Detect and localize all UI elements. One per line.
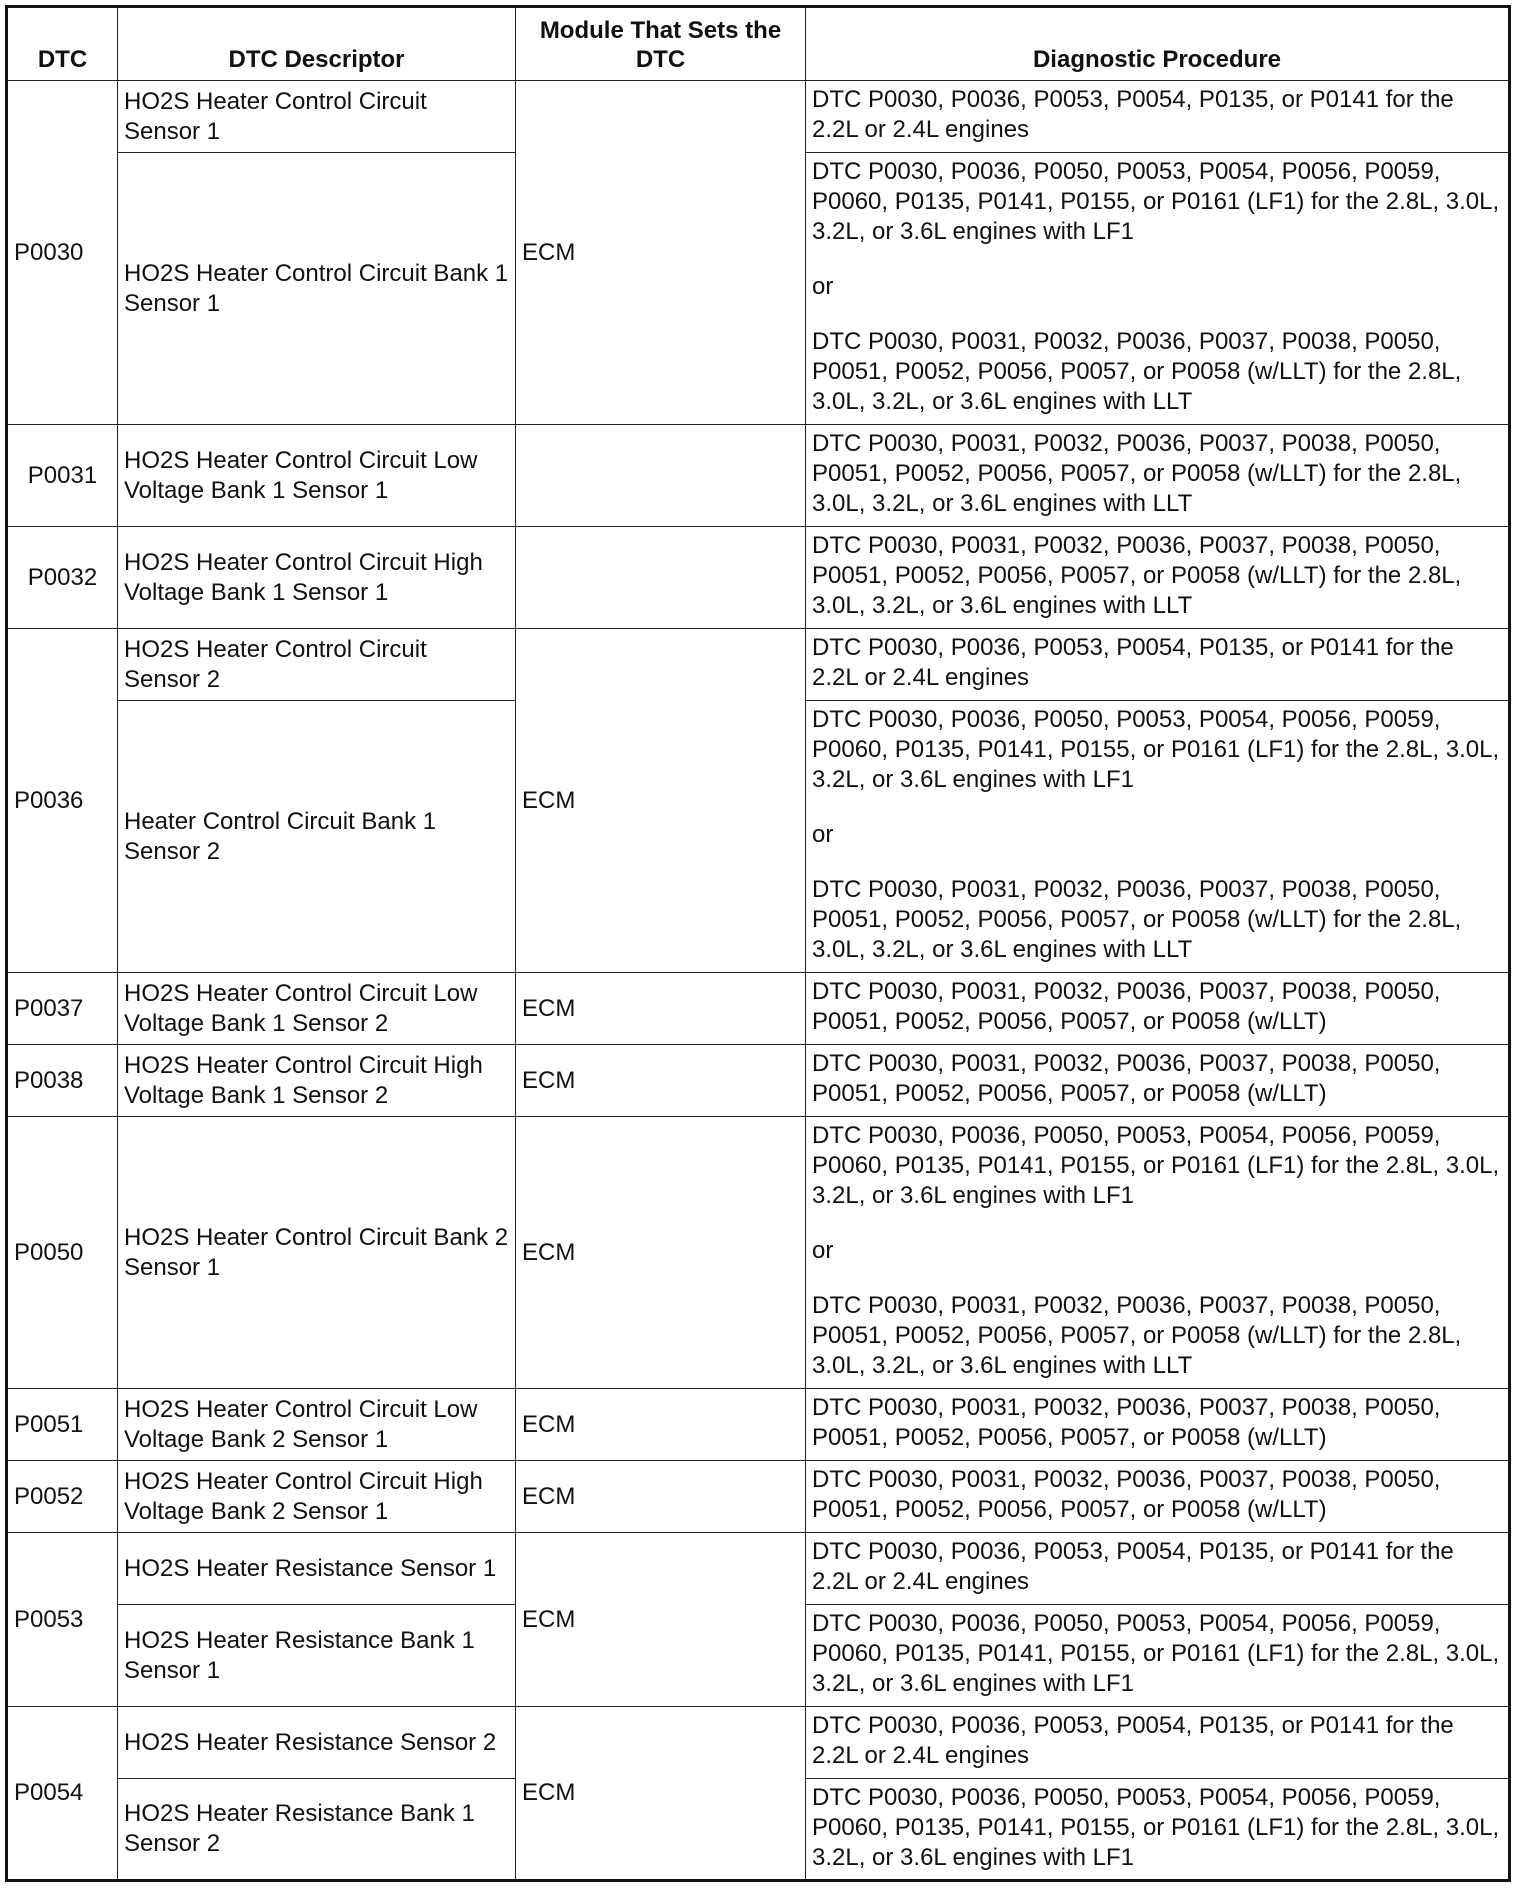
- procedure-cell: DTC P0030, P0031, P0032, P0036, P0037, P0038, P0050, P0051, P0052, P0056, P0057, or P0058 (w/LLT) for the 2.8L, 3.0L, 3.2L, or 3.6L engines with LLT: [806, 425, 1510, 527]
- procedure-cell: DTC P0030, P0036, P0050, P0053, P0054, P0056, P0059, P0060, P0135, P0141, P0155, or P0161 (LF1) for the 2.8L, 3.0L, 3.2L, or 3.6L engines with LF1: [806, 1605, 1510, 1707]
- table-row: [7, 1707, 1510, 1779]
- module-cell: ECM: [516, 1707, 806, 1881]
- table-row: [7, 629, 1510, 701]
- dtc-descriptor: HO2S Heater Control Circuit Sensor 1: [118, 81, 516, 153]
- procedure-cell: DTC P0030, P0036, P0053, P0054, P0135, or P0141 for the 2.2L or 2.4L engines: [806, 1533, 1510, 1605]
- table-row: [7, 527, 1510, 629]
- or-text: or: [812, 273, 834, 300]
- procedure-text: DTC P0030, P0031, P0032, P0036, P0037, P0038, P0050, P0051, P0052, P0056, P0057, or P0058 (w/LLT) for the 2.8L, 3.0L, 3.2L, or 3.6L engines with LLT: [812, 1292, 1462, 1379]
- dtc-descriptor: HO2S Heater Control Circuit Bank 1 Sensor 1: [118, 153, 516, 425]
- module-cell: ECM: [516, 1117, 806, 1389]
- dtc-code: P0053: [7, 1533, 118, 1707]
- module-cell: ECM: [516, 1461, 806, 1533]
- procedure-cell: DTC P0030, P0036, P0053, P0054, P0135, or P0141 for the 2.2L or 2.4L engines: [806, 629, 1510, 701]
- dtc-code: P0037: [7, 973, 118, 1045]
- module-cell: [516, 425, 806, 527]
- table-row: [7, 1117, 1510, 1389]
- table-row: [7, 1389, 1510, 1461]
- dtc-descriptor: HO2S Heater Resistance Sensor 2: [118, 1707, 516, 1779]
- procedure-cell: [806, 701, 1510, 973]
- procedure-text: DTC P0030, P0036, P0050, P0053, P0054, P0056, P0059, P0060, P0135, P0141, P0155, or P0161 (LF1) for the 2.8L, 3.0L, 3.2L, or 3.6L engines with LF1: [812, 1122, 1500, 1209]
- table-header-row: [7, 7, 1510, 81]
- procedure-cell: DTC P0030, P0036, P0053, P0054, P0135, or P0141 for the 2.2L or 2.4L engines: [806, 81, 1510, 153]
- procedure-text: DTC P0030, P0031, P0032, P0036, P0037, P0038, P0050, P0051, P0052, P0056, P0057, or P0058 (w/LLT) for the 2.8L, 3.0L, 3.2L, or 3.6L engines with LLT: [812, 876, 1462, 963]
- dtc-table: [5, 5, 1511, 1882]
- module-cell: ECM: [516, 973, 806, 1045]
- procedure-cell: DTC P0030, P0031, P0032, P0036, P0037, P0038, P0050, P0051, P0052, P0056, P0057, or P0058 (w/LLT) for the 2.8L, 3.0L, 3.2L, or 3.6L engines with LLT: [806, 527, 1510, 629]
- dtc-descriptor: Heater Control Circuit Bank 1 Sensor 2: [118, 701, 516, 973]
- dtc-descriptor: HO2S Heater Control Circuit High Voltage Bank 1 Sensor 2: [118, 1045, 516, 1117]
- procedure-cell: DTC P0030, P0031, P0032, P0036, P0037, P0038, P0050, P0051, P0052, P0056, P0057, or P0058 (w/LLT): [806, 1045, 1510, 1117]
- header-descriptor: DTC Descriptor: [118, 7, 516, 81]
- procedure-text: DTC P0030, P0036, P0050, P0053, P0054, P0056, P0059, P0060, P0135, P0141, P0155, or P0161 (LF1) for the 2.8L, 3.0L, 3.2L, or 3.6L engines with LF1: [812, 706, 1500, 793]
- procedure-text: DTC P0030, P0036, P0050, P0053, P0054, P0056, P0059, P0060, P0135, P0141, P0155, or P0161 (LF1) for the 2.8L, 3.0L, 3.2L, or 3.6L engines with LF1: [812, 158, 1500, 245]
- procedure-cell: DTC P0030, P0031, P0032, P0036, P0037, P0038, P0050, P0051, P0052, P0056, P0057, or P0058 (w/LLT): [806, 1389, 1510, 1461]
- dtc-descriptor: HO2S Heater Resistance Bank 1 Sensor 2: [118, 1779, 516, 1881]
- procedure-cell: [806, 153, 1510, 425]
- header-dtc: DTC: [7, 7, 118, 81]
- table-row: [7, 425, 1510, 527]
- dtc-code: P0038: [7, 1045, 118, 1117]
- dtc-descriptor: HO2S Heater Resistance Bank 1 Sensor 1: [118, 1605, 516, 1707]
- table-row: [7, 81, 1510, 153]
- dtc-descriptor: HO2S Heater Resistance Sensor 1: [118, 1533, 516, 1605]
- or-text: or: [812, 1237, 834, 1264]
- dtc-descriptor: HO2S Heater Control Circuit Sensor 2: [118, 629, 516, 701]
- procedure-cell: DTC P0030, P0031, P0032, P0036, P0037, P0038, P0050, P0051, P0052, P0056, P0057, or P0058 (w/LLT): [806, 1461, 1510, 1533]
- dtc-code: P0051: [7, 1389, 118, 1461]
- dtc-descriptor: HO2S Heater Control Circuit High Voltage Bank 1 Sensor 1: [118, 527, 516, 629]
- procedure-cell: DTC P0030, P0031, P0032, P0036, P0037, P0038, P0050, P0051, P0052, P0056, P0057, or P0058 (w/LLT): [806, 973, 1510, 1045]
- or-text: or: [812, 821, 834, 848]
- dtc-code: P0032: [7, 527, 118, 629]
- dtc-code: P0030: [7, 81, 118, 425]
- header-procedure: Diagnostic Procedure: [806, 7, 1510, 81]
- dtc-code: P0050: [7, 1117, 118, 1389]
- dtc-code: P0054: [7, 1707, 118, 1881]
- dtc-descriptor: HO2S Heater Control Circuit Low Voltage Bank 1 Sensor 1: [118, 425, 516, 527]
- dtc-table-container: [5, 5, 1508, 1882]
- procedure-cell: [806, 1117, 1510, 1389]
- module-cell: ECM: [516, 1389, 806, 1461]
- table-row: [7, 1461, 1510, 1533]
- module-cell: [516, 527, 806, 629]
- dtc-descriptor: HO2S Heater Control Circuit Low Voltage Bank 1 Sensor 2: [118, 973, 516, 1045]
- procedure-cell: DTC P0030, P0036, P0053, P0054, P0135, or P0141 for the 2.2L or 2.4L engines: [806, 1707, 1510, 1779]
- dtc-code: P0052: [7, 1461, 118, 1533]
- table-row: [7, 1533, 1510, 1605]
- procedure-text: DTC P0030, P0031, P0032, P0036, P0037, P0038, P0050, P0051, P0052, P0056, P0057, or P0058 (w/LLT) for the 2.8L, 3.0L, 3.2L, or 3.6L engines with LLT: [812, 328, 1462, 415]
- dtc-descriptor: HO2S Heater Control Circuit High Voltage Bank 2 Sensor 1: [118, 1461, 516, 1533]
- module-cell: ECM: [516, 629, 806, 973]
- module-cell: ECM: [516, 1045, 806, 1117]
- dtc-code: P0031: [7, 425, 118, 527]
- table-row: [7, 1045, 1510, 1117]
- procedure-cell: DTC P0030, P0036, P0050, P0053, P0054, P0056, P0059, P0060, P0135, P0141, P0155, or P0161 (LF1) for the 2.8L, 3.0L, 3.2L, or 3.6L engines with LF1: [806, 1779, 1510, 1881]
- module-cell: ECM: [516, 81, 806, 425]
- dtc-code: P0036: [7, 629, 118, 973]
- dtc-descriptor: HO2S Heater Control Circuit Low Voltage Bank 2 Sensor 1: [118, 1389, 516, 1461]
- header-module: Module That Sets the DTC: [516, 7, 806, 81]
- module-cell: ECM: [516, 1533, 806, 1707]
- table-row: [7, 973, 1510, 1045]
- dtc-descriptor: HO2S Heater Control Circuit Bank 2 Sensor 1: [118, 1117, 516, 1389]
